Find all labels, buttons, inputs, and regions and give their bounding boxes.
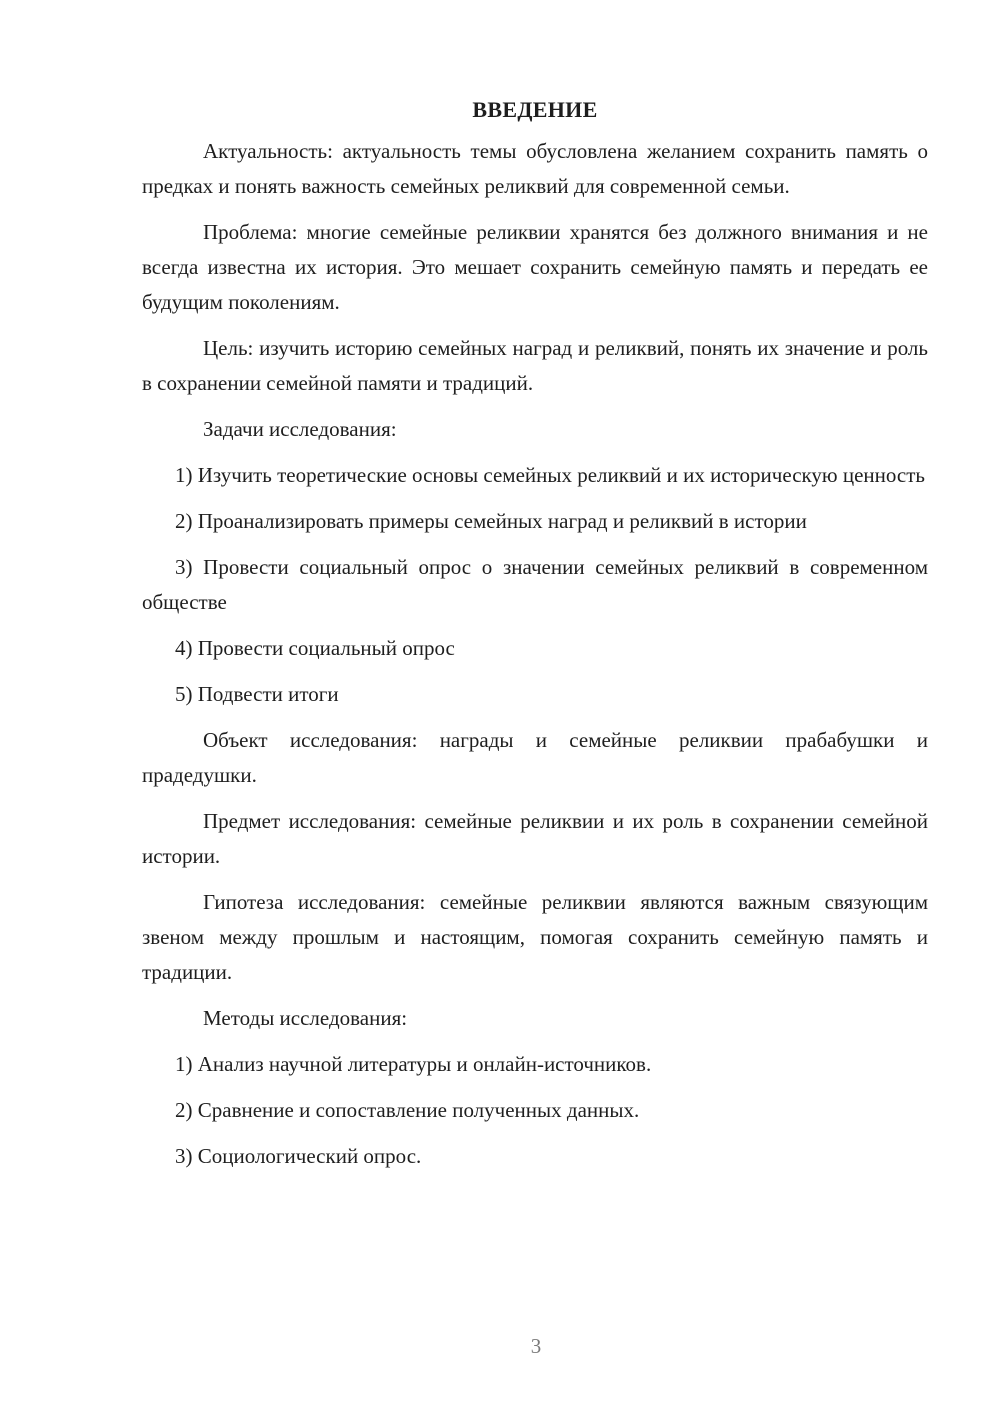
- subject-paragraph: Предмет исследования: семейные реликвии и их роль в сохранении семейной истории.: [142, 809, 928, 868]
- task-item: 3) Провести социальный опрос о значении семейных реликвий в современном обществе: [142, 555, 928, 614]
- object-paragraph: Объект исследования: награды и семейные реликвии прабабушки и прадедушки.: [142, 728, 928, 787]
- methods-heading: Методы исследования:: [203, 1006, 408, 1030]
- method-item: 3) Социологический опрос.: [175, 1144, 422, 1168]
- page-title: ВВЕДЕНИЕ: [472, 97, 598, 122]
- task-item: 1) Изучить теоретические основы семейных реликвий и их историческую ценность: [175, 463, 926, 487]
- problem-paragraph: Проблема: многие семейные реликвии хранятся без должного внимания и не всегда известна их история. Это мешает сохранить семейную память и передать ее будущим поколениям.: [142, 220, 928, 314]
- hypothesis-paragraph: Гипотеза исследования: семейные реликвии являются важным связующим звеном между прошлым и настоящим, помогая сохранить семейную память и традиции.: [142, 890, 928, 984]
- task-item: 4) Провести социальный опрос: [175, 636, 455, 660]
- relevance-paragraph: Актуальность: актуальность темы обусловлена желанием сохранить память о предках и понять важность семейных реликвий для современной семьи.: [142, 139, 928, 198]
- page-number: 3: [530, 1334, 542, 1358]
- method-item: 2) Сравнение и сопоставление полученных данных.: [175, 1098, 640, 1122]
- document-page: [142, 92, 928, 1185]
- goal-paragraph: Цель: изучить историю семейных наград и реликвий, понять их значение и роль в сохранении семейной памяти и традиций.: [142, 336, 928, 395]
- tasks-heading: Задачи исследования:: [203, 417, 397, 441]
- method-item: 1) Анализ научной литературы и онлайн-источников.: [175, 1052, 652, 1076]
- task-item: 5) Подвести итоги: [175, 682, 339, 706]
- task-item: 2) Проанализировать примеры семейных наград и реликвий в истории: [175, 509, 807, 533]
